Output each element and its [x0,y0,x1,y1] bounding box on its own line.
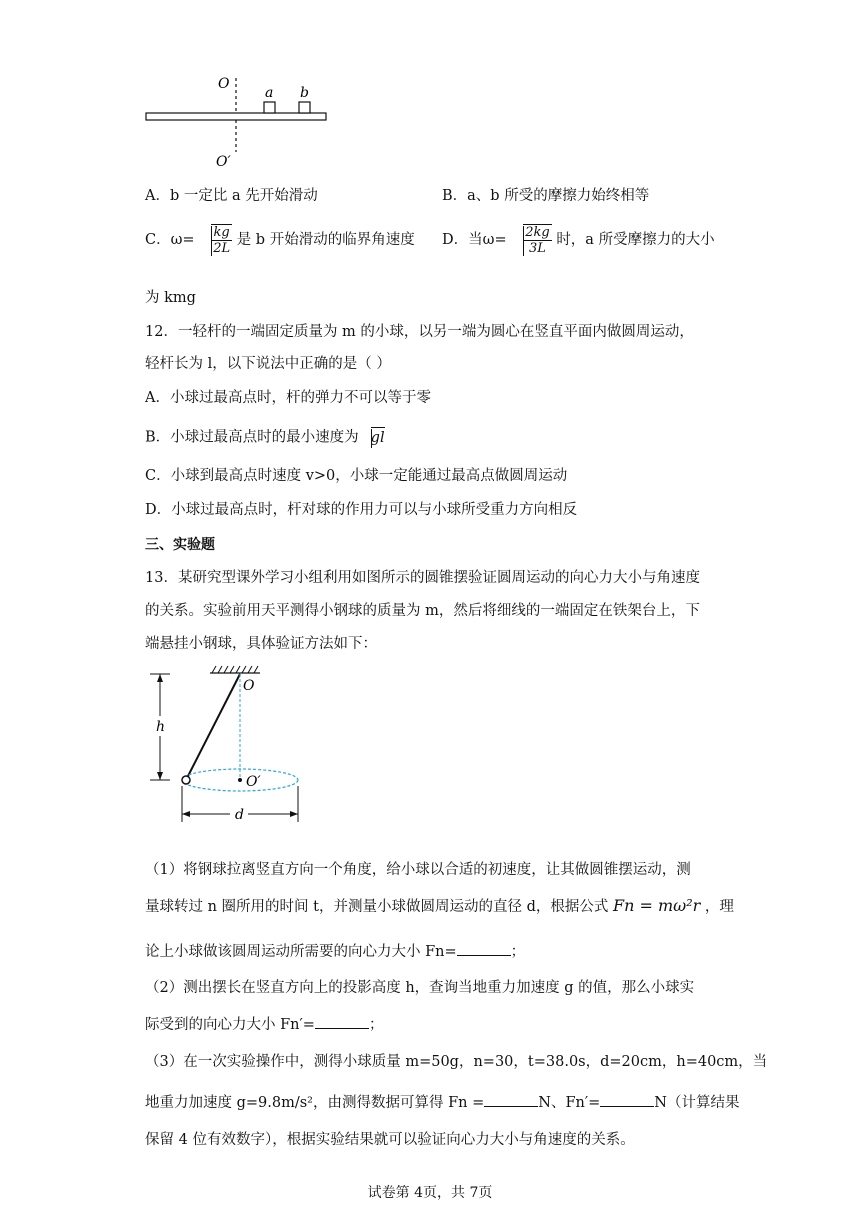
q13-part1-line3 [145,941,525,962]
turntable-figure [140,70,340,170]
center-label-o-prime: O′ [246,774,261,790]
q11-option-d-suffix: 时，a 所受摩擦力的大小 [556,232,715,248]
q12-option-b-text: B．小球过最高点时的最小速度为 [145,429,359,446]
q12-option-b [145,427,385,448]
answer-blank-fn[interactable] [457,941,511,956]
q12-stem-line1: 12．一轻杆的一端固定质量为 m 的小球，以另一端为圆心在竖直平面内做圆周运动， [145,324,694,340]
q13-part3-line2-text: 地重力加速度 g=9.8m/s²，由测得数据可算得 Fn = [145,1095,485,1111]
q11-option-c-suffix: 是 b 开始滑动的临界角速度 [236,232,415,248]
q12-option-a: A．小球过最高点时，杆的弹力不可以等于零 [145,390,431,406]
q13-part1-line1: （1）将钢球拉离竖直方向一个角度，给小球以合适的初速度，让其做圆锥摆运动，测 [145,862,691,878]
q13-part3-line1: （3）在一次实验操作中，测得小球质量 m=50g，n=30，t=38.0s，d=20cm，h=40cm，当 [145,1054,768,1070]
q11-d-numerator: 2kg [525,225,550,240]
q13-stem-line2: 的关系。实验前用天平测得小钢球的质量为 m，然后将细线的一端固定在铁架台上，下 [145,603,700,619]
q13-stem-line1: 13．某研究型课外学习小组利用如图所示的圆锥摆验证圆周运动的向心力大小与角速度 [145,570,700,586]
q13-part2-line1: （2）测出摆长在竖直方向上的投影高度 h，查询当地重力加速度 g 的值，那么小球实 [145,980,695,996]
section-heading-experiment: 三、实验题 [145,537,215,553]
axis-label-o-prime: O′ [216,154,231,170]
q13-part1-line2 [145,896,734,917]
q11-option-d-continued: 为 kmg [145,290,196,306]
block-label-b: b [300,85,309,101]
block-label-a: a [265,85,274,101]
conical-pendulum-figure [148,660,318,830]
q11-option-c-radical [199,224,232,256]
q13-part1-line2-end: ，理 [704,899,734,915]
q13-part3-line2-end: N（计算结果 [654,1095,740,1111]
pivot-label-o: O [243,678,255,694]
answer-blank-fn-prime-value[interactable] [600,1092,654,1107]
q11-option-d [442,224,715,256]
page-footer: 试卷第 4页，共 7页 [367,1185,493,1201]
height-label-h: h [156,719,166,735]
rod [146,113,326,120]
q13-part2-line2-end: ； [368,1017,384,1033]
block-a [264,102,275,113]
q11-option-d-prefix: D．当ω= [442,232,507,248]
answer-blank-fn-value[interactable] [484,1092,538,1107]
q11-c-numerator: kg [211,225,232,241]
formula-centripetal: Fn = mω²r [613,896,701,915]
q12-option-b-radicand: gl [371,427,385,448]
q11-option-c-prefix: C．ω= [145,232,195,248]
q13-part1-line3-end: ； [510,944,526,960]
steel-ball [182,776,190,784]
q13-part2-line2 [145,1014,383,1035]
q11-c-denominator: 2L [213,241,231,256]
q11-option-c [145,224,415,256]
q11-d-denominator: 3L [529,241,546,256]
q12-option-b-radical [359,427,385,448]
q11-option-b: B．a、b 所受的摩擦力始终相等 [442,188,650,204]
q13-part1-line3-text: 论上小球做该圆周运动所需要的向心力大小 Fn= [145,944,457,960]
diameter-label-d: d [235,807,244,823]
q11-option-d-radical [511,224,551,256]
axis-label-o: O [218,76,230,92]
q13-part3-line3: 保留 4 位有效数字），根据实验结果就可以验证向心力大小与角速度的关系。 [145,1132,635,1148]
q13-part3-line2 [145,1092,739,1113]
answer-blank-fn-prime[interactable] [315,1014,369,1029]
q12-option-d: D．小球过最高点时，杆对球的作用力可以与小球所受重力方向相反 [145,502,578,518]
q13-part2-line2-text: 际受到的向心力大小 Fn′= [145,1017,315,1033]
q12-stem-line2: 轻杆长为 l，以下说法中正确的是（ ） [145,356,391,372]
block-b [299,102,310,113]
q11-option-a: A．b 一定比 a 先开始滑动 [145,188,318,204]
q13-part3-line2-mid: N、Fn′= [538,1095,601,1111]
q12-option-c: C．小球到最高点时速度 v>0，小球一定能通过最高点做圆周运动 [145,468,568,484]
q13-stem-line3: 端悬挂小钢球，具体验证方法如下： [145,636,377,652]
q13-part1-line2-text: 量球转过 n 圈所用的时间 t，并测量小球做圆周运动的直径 d，根据公式 [145,899,609,915]
